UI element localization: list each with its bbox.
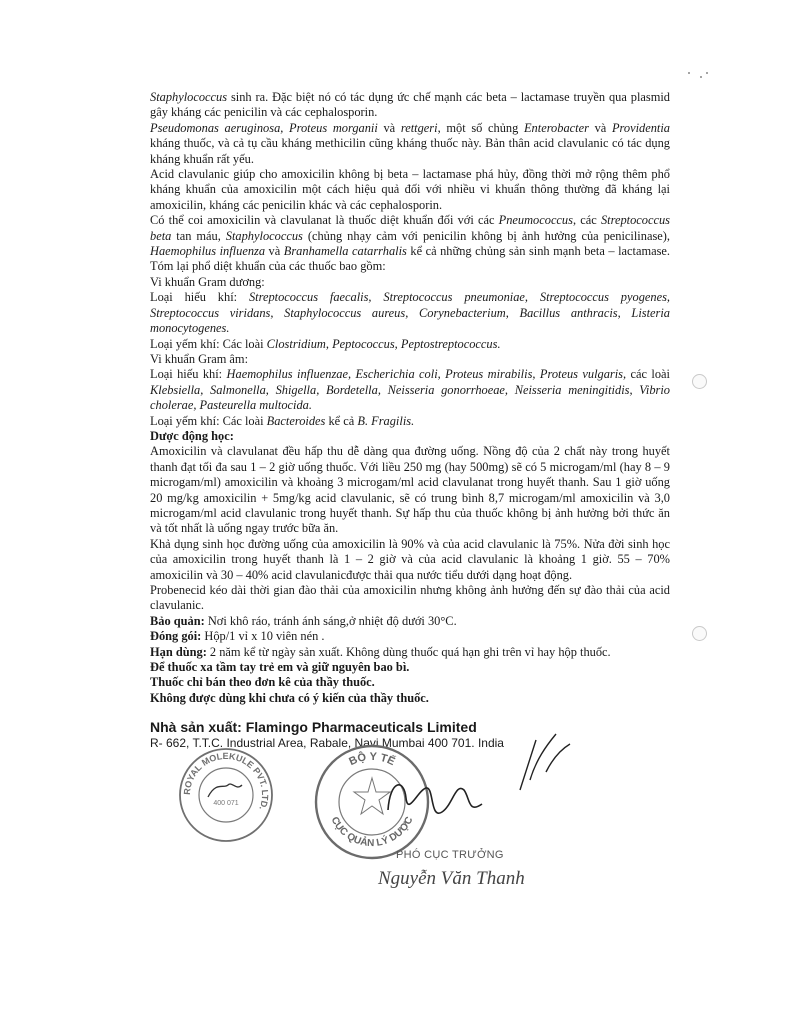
species-name: Streptococcus beta — [150, 213, 670, 243]
paragraph-text: và — [377, 120, 401, 135]
spectrum-paragraph — [150, 167, 670, 213]
species-name: Streptococcus faecalis, Streptococcus pneumoniae, Streptococcus pyogenes, Streptococcus viridans, Staphylococcus aureus, Corynebacterium, Bacillus anthracis, Listeria monocytogenes. — [150, 290, 670, 336]
expiry-text: 2 năm kể từ ngày sản xuất. Không dùng thuốc quá hạn ghi trên vỉ hay hộp thuốc. — [206, 644, 611, 659]
ministry-stamp-top-text: BỘ Y TẾ — [347, 750, 397, 769]
spectrum-paragraph — [150, 367, 670, 413]
company-stamp-ring-text: ROYAL MOLEKULE PVT. LTD. — [181, 750, 271, 812]
paragraph-text: Vi khuẩn Gram dương: — [150, 274, 265, 289]
paragraph-text: Acid clavulanic giúp cho amoxicilin không bị beta – lactamase phá hủy, đồng thời mở rộng thêm phổ kháng khuẩn của amoxicilin một cách hiệu quả đối với nhiều vi khuẩn thông thường đã kháng lại amoxicilin, kháng các penicilin khác và các cephalosporin. — [150, 167, 670, 212]
manufacturer-label: Nhà sản xuất: — [150, 719, 246, 736]
spectrum-paragraph — [150, 352, 670, 367]
paragraph-text: và — [265, 244, 284, 259]
antibacterial-spectrum-section — [150, 90, 670, 429]
species-name: Klebsiella, Salmonella, Shigella, Bordetella, Neisseria gonorrhoeae, Neisseria meningitidis, Vibrio cholerae, Pasteurella multocida. — [150, 382, 670, 413]
warning-line: Để thuốc xa tầm tay trẻ em và giữ nguyên bao bì. — [150, 660, 410, 675]
species-name: Staphylococcus — [225, 228, 303, 243]
storage-line — [150, 614, 670, 629]
paragraph-text: kể cả — [325, 413, 358, 428]
spectrum-paragraph — [150, 213, 670, 275]
spectrum-paragraph — [150, 414, 670, 429]
pharmacokinetics-paragraph: Amoxicilin và clavulanat đều hấp thu dễ dàng qua đường uống. Nồng độ của 2 chất này trong huyết thanh đạt tối đa sau 1 – 2 giờ uống thuốc. Với liều 250 mg (hay 500mg) sẽ có 5 microgam/ml (hay 8 – 9 microgam/ml) amoxicilin và khoảng 3 microgam/ml acid clavulanat trong huyết thanh. Sau 1 giờ uống 20 mg/kg amoxicilin + 5mg/kg acid clavulanic, sẽ có trung bình 8,7 microgam/ml amoxicilin và 3,0 microgam/ml acid clavulanic trong huyết thanh. Sự hấp thu của thuốc không bị ảnh hưởng bởi thức ăn và tốt nhất là uống ngay trước bữa ăn. — [150, 444, 670, 536]
signer-title: PHÓ CỤC TRƯỞNG — [396, 849, 504, 861]
document-body — [150, 90, 670, 751]
spectrum-paragraph — [150, 275, 670, 290]
warning-line: Không được dùng khi chưa có ý kiến của thầy thuốc. — [150, 690, 429, 705]
storage-label: Bảo quản: — [150, 613, 205, 628]
species-name: Haemophilus influenzae, Escherichia coli, Proteus mirabilis, Proteus vulgaris, — [226, 367, 627, 382]
scan-speck — [688, 72, 690, 74]
ministry-stamp-bottom-text: CỤC QUẢN LÝ DƯỢC — [328, 815, 416, 850]
pharmacokinetics-paragraph: Probenecid kéo dài thời gian đào thải của amoxicilin nhưng không ảnh hưởng đến sự đào thải của acid clavulanic. — [150, 583, 670, 613]
paragraph-text: Loại yếm khí: Các loài — [150, 413, 267, 428]
paragraph-text: (chủng nhạy cảm với penicilin không bị ảnh hưởng của penicilinase), — [302, 228, 670, 243]
packaging-label: Đóng gói: — [150, 629, 202, 644]
paragraph-text: , các — [572, 213, 601, 228]
species-name: Staphylococcus — [150, 90, 228, 104]
spectrum-paragraph — [150, 290, 670, 336]
paragraph-text: Loại hiếu khí: — [150, 290, 249, 305]
paragraph-text: các loài — [626, 367, 671, 382]
signer-name: Nguyễn Văn Thanh — [378, 868, 525, 889]
company-stamp — [176, 745, 276, 845]
paragraph-text: kể cả những chủng sản sinh mạnh beta – lactamase. Tóm lại phổ diệt khuẩn của các thuốc bao gồm: — [150, 244, 671, 274]
paragraph-text: sinh ra. Đặc biệt nó có tác dụng ức chế mạnh các beta – lactamase truyền qua plasmid gây kháng các penicilin và các cephalosporin. — [150, 90, 670, 120]
paragraph-text: Loại hiếu khí: — [150, 367, 227, 382]
spectrum-paragraph — [150, 90, 670, 121]
species-name: rettgeri — [400, 120, 438, 135]
paragraph-text: Vi khuẩn Gram âm: — [150, 351, 249, 366]
manufacturer-name: Flamingo Pharmaceuticals Limited — [245, 719, 477, 736]
company-stamp-number: 400 071 — [213, 800, 239, 807]
pharmacokinetics-section — [150, 444, 670, 613]
storage-text: Nơi khô ráo, tránh ánh sáng,ở nhiệt độ dưới 30°C. — [204, 613, 457, 628]
species-name: Clostridium, Peptococcus, Peptostreptococcus. — [266, 336, 501, 351]
spectrum-paragraph — [150, 121, 670, 167]
species-name: Branhamella catarrhalis — [283, 244, 407, 259]
paragraph-text: kháng thuốc, và cả tụ cầu kháng methicilin cũng kháng thuốc này. Bản thân acid clavulanic có tác dụng kháng khuẩn rất yếu. — [150, 136, 670, 166]
pharmacokinetics-title: Dược động học: — [150, 428, 234, 443]
spectrum-paragraph — [150, 337, 670, 352]
species-name: Bacteroides — [266, 413, 326, 428]
official-signature — [360, 720, 580, 850]
scan-speck — [706, 72, 708, 74]
paragraph-text: , một số chủng — [437, 120, 524, 135]
species-name: Pneumococcus — [498, 213, 573, 228]
species-name: Providentia — [611, 120, 671, 135]
packaging-text: Hộp/1 vỉ x 10 viên nén . — [201, 629, 325, 644]
company-stamp-signature — [208, 784, 242, 797]
scan-speck — [700, 76, 702, 78]
paragraph-text: tan máu, — [171, 228, 226, 243]
manufacturer-address: R- 662, T.T.C. Industrial Area, Rabale, Navi Mumbai 400 701. India — [150, 735, 504, 750]
expiry-line — [150, 645, 670, 660]
expiry-label: Hạn dùng: — [150, 644, 207, 659]
species-name: Enterobacter — [523, 120, 589, 135]
paragraph-text: Có thể coi amoxicilin và clavulanat là thuốc diệt khuẩn đối với các — [150, 213, 499, 228]
pharmacokinetics-paragraph: Khả dụng sinh học đường uống của amoxicilin là 90% và của acid clavulanic là 75%. Nửa đời sinh học của amoxicilin trong huyết thanh là 1 – 2 giờ và của acid clavulanic là khoảng 1 giờ. 55 – 70% amoxicilin và 30 – 40% acid clavulanicđược thải qua nước tiểu dưới dạng hoạt động. — [150, 536, 670, 582]
punch-hole — [692, 374, 707, 389]
packaging-line — [150, 629, 670, 644]
species-name: Pseudomonas aeruginosa, Proteus morganii — [150, 120, 378, 135]
punch-hole — [692, 626, 707, 641]
paragraph-text: và — [588, 120, 612, 135]
species-name: B. Fragilis. — [357, 413, 415, 428]
species-name: Haemophilus influenza — [150, 244, 266, 259]
warning-line: Thuốc chỉ bán theo đơn kê của thầy thuốc. — [150, 675, 375, 690]
paragraph-text: Loại yếm khí: Các loài — [150, 336, 267, 351]
